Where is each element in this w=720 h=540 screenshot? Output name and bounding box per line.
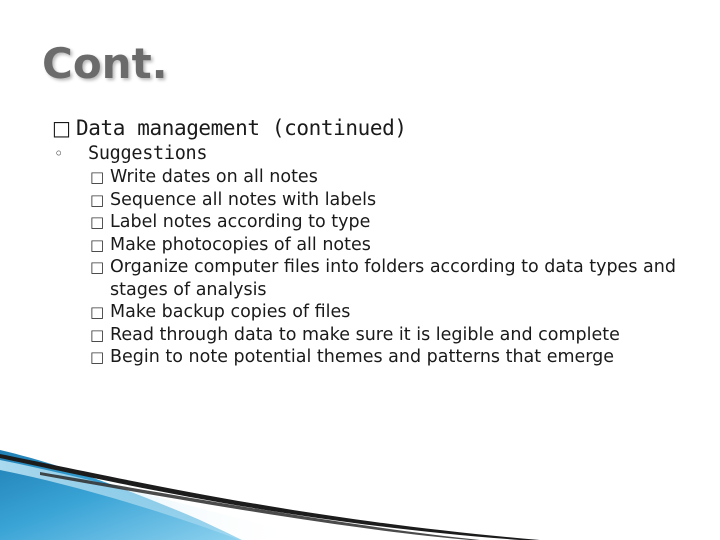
- list-item: [90, 189, 712, 212]
- suggestions-list: [90, 166, 712, 369]
- list-item-text: Organize computer files into folders according to data types and stages of analysis: [110, 257, 676, 300]
- list-item: [90, 211, 712, 234]
- list-item-text: Sequence all notes with labels: [110, 189, 377, 210]
- list-item-text: Make backup copies of files: [110, 302, 351, 322]
- square-bullet-icon: □: [90, 235, 105, 254]
- list-item: [90, 346, 712, 369]
- square-bullet-icon: □: [90, 213, 105, 231]
- list-item: [90, 234, 712, 257]
- slide-body: [52, 114, 712, 369]
- list-item-text: Read through data to make sure it is legible and complete: [110, 324, 620, 345]
- list-item-text: Make photocopies of all notes: [110, 234, 371, 255]
- level1-text: Data management (continued): [76, 116, 407, 140]
- decorative-wave-graphic: [0, 450, 720, 540]
- slide-title: Cont.: [42, 39, 168, 88]
- square-bullet-icon: □: [90, 190, 105, 209]
- list-item-text: Begin to note potential themes and patterns that emerge: [110, 347, 615, 367]
- level2-bullet: [54, 142, 712, 166]
- list-item: [90, 301, 712, 324]
- list-item: [90, 324, 712, 347]
- list-item: [90, 166, 712, 189]
- square-bullet-icon: □: [90, 303, 105, 321]
- square-bullet-icon: □: [90, 348, 105, 366]
- list-item-text: Write dates on all notes: [110, 167, 318, 187]
- square-bullet-icon: □: [52, 116, 71, 140]
- square-bullet-icon: □: [90, 325, 105, 344]
- list-item-text: Label notes according to type: [110, 212, 371, 232]
- list-item: [90, 256, 712, 301]
- level2-text: Suggestions: [88, 143, 208, 164]
- square-bullet-icon: □: [90, 258, 105, 276]
- circle-bullet-icon: ◦: [54, 144, 64, 163]
- level1-bullet: [52, 114, 712, 142]
- square-bullet-icon: □: [90, 168, 105, 186]
